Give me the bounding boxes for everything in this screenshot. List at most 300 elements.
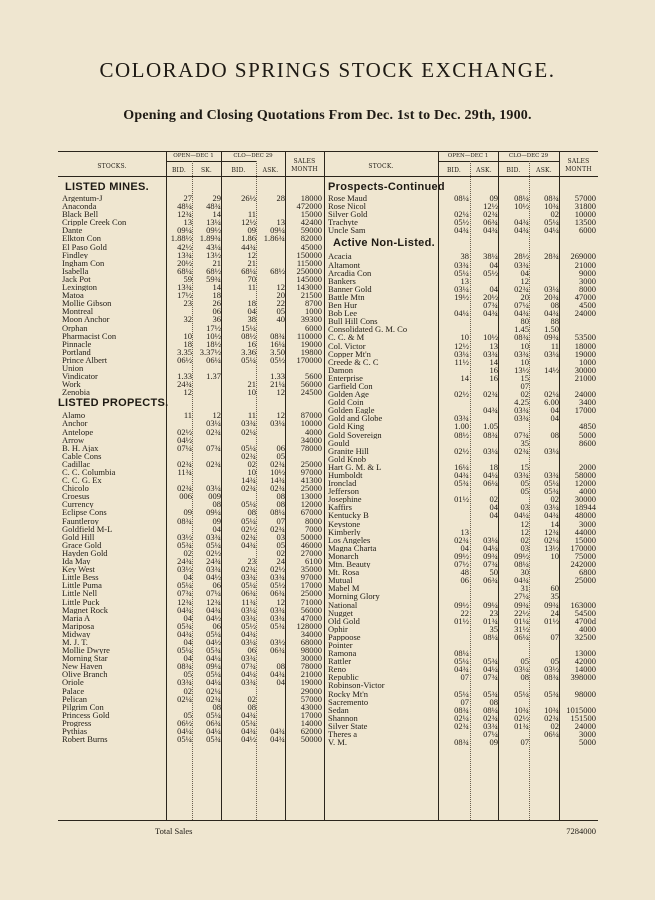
stock-name: Palace bbox=[62, 686, 85, 695]
stock-name: Little Puma bbox=[62, 581, 102, 590]
close-bid: 04¼ bbox=[241, 670, 256, 679]
close-ask: 02 bbox=[550, 495, 559, 504]
sales-month: 43000 bbox=[300, 702, 322, 711]
close-bid: 03¾ bbox=[514, 349, 529, 358]
stock-name: Mariposa bbox=[62, 621, 95, 630]
sales-month: 17000 bbox=[300, 581, 322, 590]
open-bid: 18 bbox=[183, 339, 192, 348]
sales-month: 19000 bbox=[300, 339, 322, 348]
header-open-right: OPEN—DEC 1 bbox=[447, 153, 489, 159]
table-row bbox=[324, 592, 598, 600]
stock-name: Ben Hur bbox=[328, 301, 358, 310]
close-ask: 02¾ bbox=[270, 484, 285, 493]
table-row bbox=[58, 541, 324, 549]
stock-name: Cable Cons bbox=[62, 451, 102, 460]
close-ask: 1.86¾ bbox=[263, 234, 285, 243]
table-row bbox=[324, 657, 598, 665]
close-ask: 02 bbox=[276, 548, 285, 558]
table-row bbox=[324, 698, 598, 706]
close-ask: 10 bbox=[550, 551, 559, 561]
open-bid: 48¼ bbox=[177, 202, 192, 211]
table-row bbox=[324, 601, 598, 609]
header-stocks: STOCKS. bbox=[97, 163, 127, 170]
stock-name: Croesus bbox=[62, 492, 90, 501]
sales-month: 12000 bbox=[300, 500, 322, 509]
table-row bbox=[324, 649, 598, 657]
close-bid: 02½ bbox=[514, 713, 529, 722]
open-bid: 17½ bbox=[177, 291, 192, 300]
close-ask: 03¼ bbox=[544, 284, 559, 293]
table-top-rule bbox=[58, 151, 598, 152]
table-row bbox=[324, 358, 598, 366]
stock-name: Isabella bbox=[62, 266, 89, 275]
stock-name: Orphan bbox=[62, 323, 88, 332]
open-bid: 08¾ bbox=[454, 738, 469, 747]
stock-name: Pharmacist Con bbox=[62, 331, 117, 340]
close-ask: 06 bbox=[276, 443, 285, 452]
table-row bbox=[58, 630, 324, 638]
stock-name: Trachyte bbox=[328, 218, 358, 227]
stock-name: Gold Hill bbox=[62, 532, 95, 541]
close-ask: 02 bbox=[550, 210, 559, 219]
close-bid: 04¾ bbox=[514, 218, 529, 227]
sales-month: 145000 bbox=[296, 274, 322, 284]
close-bid: 10¾ bbox=[514, 705, 529, 714]
close-bid: 04¾ bbox=[241, 540, 256, 549]
open-ask: 06¾ bbox=[206, 718, 221, 727]
sales-month: 30000 bbox=[300, 654, 322, 663]
stock-name: Acacia bbox=[328, 252, 352, 261]
table-row bbox=[324, 309, 598, 317]
stock-name: Chicolo bbox=[62, 484, 89, 493]
close-bid: 10 bbox=[247, 388, 256, 397]
close-ask: 10½ bbox=[270, 468, 285, 477]
close-ask: 05¼ bbox=[544, 479, 559, 488]
close-bid: 21 bbox=[247, 258, 256, 267]
close-bid: 15 bbox=[520, 373, 529, 382]
sales-month: 3400 bbox=[579, 398, 596, 407]
sales-month: 42400 bbox=[300, 218, 322, 227]
header-sales-left: SALES bbox=[293, 158, 316, 165]
close-bid: 44¾ bbox=[241, 242, 256, 251]
sales-month: 19800 bbox=[300, 347, 322, 356]
close-ask: 09¾ bbox=[544, 333, 559, 342]
header-bid-close-right: BID. bbox=[506, 167, 521, 174]
table-row bbox=[324, 301, 598, 309]
close-ask: 06¾ bbox=[270, 646, 285, 655]
open-bid: 11¾ bbox=[177, 468, 192, 477]
sales-month: 17000 bbox=[300, 710, 322, 719]
open-ask: 07¾ bbox=[483, 560, 498, 569]
open-bid: 05¾ bbox=[454, 479, 469, 488]
close-bid: 03¾ bbox=[514, 414, 529, 423]
table-row bbox=[324, 479, 598, 487]
close-bid: 05¼ bbox=[514, 689, 529, 698]
close-bid: 26½ bbox=[241, 194, 256, 203]
close-ask: 02¾ bbox=[270, 524, 285, 533]
stock-name: Progress bbox=[62, 718, 92, 727]
open-bid: 02¼ bbox=[177, 694, 192, 703]
table-row bbox=[324, 226, 598, 234]
sales-month: 68000 bbox=[300, 637, 322, 647]
open-bid: 03¾ bbox=[454, 260, 469, 269]
open-ask: 35 bbox=[489, 624, 498, 633]
stock-name: Portland bbox=[62, 347, 91, 356]
stock-name: Argentum-J bbox=[62, 194, 103, 203]
stock-name: Cripple Creek Con bbox=[62, 218, 127, 227]
sales-month: 10000 bbox=[574, 210, 596, 219]
open-ask: 14 bbox=[212, 283, 221, 292]
open-ask: 06¾ bbox=[483, 576, 498, 585]
sales-month: 14000 bbox=[574, 665, 596, 674]
open-ask: 38¼ bbox=[483, 252, 498, 261]
stock-name: Oriole bbox=[62, 678, 84, 687]
close-ask: 28¾ bbox=[544, 252, 559, 261]
open-ask: 06¾ bbox=[483, 218, 498, 227]
close-bid: 14¾ bbox=[241, 476, 256, 485]
stock-name: Gold King bbox=[328, 422, 365, 431]
open-ask: 01¾ bbox=[483, 616, 498, 625]
sales-month: 57000 bbox=[300, 694, 322, 703]
open-bid: 02¼ bbox=[454, 210, 469, 219]
close-ask: 08 bbox=[276, 500, 285, 509]
close-ask: 08¾ bbox=[270, 331, 285, 340]
stock-name: Altamont bbox=[328, 260, 361, 269]
open-ask: 04 bbox=[489, 284, 498, 293]
table-row bbox=[324, 325, 598, 333]
open-bid: 11½ bbox=[454, 357, 469, 366]
open-ask: 05¼ bbox=[206, 540, 221, 549]
close-ask: 05½ bbox=[270, 355, 285, 364]
close-ask: 12 bbox=[276, 388, 285, 397]
open-bid: 02¾ bbox=[177, 459, 192, 468]
table-row bbox=[58, 711, 324, 719]
close-bid: 22½ bbox=[514, 608, 529, 617]
open-bid: 01½ bbox=[454, 495, 469, 504]
close-ask: 08 bbox=[276, 662, 285, 671]
sales-month: 6000 bbox=[305, 323, 322, 332]
sales-month: 6800 bbox=[579, 568, 596, 577]
close-bid: 02¾ bbox=[514, 446, 529, 455]
sales-month: 8000 bbox=[305, 516, 322, 525]
table-row bbox=[324, 293, 598, 301]
close-bid: 15 bbox=[520, 462, 529, 471]
open-bid: 06 bbox=[460, 576, 469, 585]
table-row bbox=[58, 234, 324, 242]
sales-month: 30000 bbox=[574, 495, 596, 504]
sales-month: 25000 bbox=[574, 576, 596, 585]
open-bid: 05¼ bbox=[177, 581, 192, 590]
close-bid: 02¾ bbox=[241, 484, 256, 493]
close-ask: 05 bbox=[276, 307, 285, 316]
close-ask: 08¾ bbox=[544, 194, 559, 203]
open-ask: 09¾ bbox=[483, 551, 498, 561]
sales-month: 59000 bbox=[300, 226, 322, 235]
close-bid: 05¼ bbox=[241, 581, 256, 590]
stock-name: Cadillac bbox=[62, 459, 91, 468]
stock-name: Lexington bbox=[62, 283, 97, 292]
open-bid: 12¾ bbox=[177, 597, 192, 606]
table-row bbox=[58, 703, 324, 711]
sales-month: 1000 bbox=[305, 307, 322, 316]
close-bid: 02 bbox=[520, 390, 529, 399]
close-ask: 20 bbox=[276, 291, 285, 300]
sales-month: 472000 bbox=[296, 202, 322, 211]
sales-month: 5600 bbox=[305, 372, 322, 381]
table-row bbox=[324, 431, 598, 439]
table-row bbox=[324, 210, 598, 218]
stock-name: Mt. Rosa bbox=[328, 568, 360, 577]
table-row bbox=[58, 436, 324, 444]
table-row bbox=[58, 348, 324, 356]
sales-month: 42000 bbox=[574, 657, 596, 666]
sales-month: 1015000 bbox=[566, 705, 596, 714]
open-ask: 02 bbox=[489, 495, 498, 504]
table-row bbox=[58, 622, 324, 630]
stock-name: Ramona bbox=[328, 649, 357, 658]
open-bid: 05 bbox=[183, 670, 192, 679]
open-bid: 13¾ bbox=[177, 283, 192, 292]
table-row bbox=[324, 382, 598, 390]
table-row bbox=[58, 315, 324, 323]
table-row bbox=[58, 372, 324, 380]
open-bid: 05¾ bbox=[177, 540, 192, 549]
open-bid: 02½ bbox=[454, 446, 469, 455]
close-bid: 07 bbox=[520, 381, 529, 391]
header-close-right: CLO—DEC 29 bbox=[508, 153, 549, 159]
open-ask: 13 bbox=[489, 341, 498, 350]
table-row bbox=[58, 444, 324, 452]
open-ask: 04 bbox=[489, 260, 498, 269]
sales-month: 13500 bbox=[574, 218, 596, 227]
stock-name: Monarch bbox=[328, 551, 359, 561]
sales-month: 151500 bbox=[570, 713, 596, 722]
header-bid-open-left: BID. bbox=[171, 167, 187, 174]
stock-name: Work bbox=[62, 380, 81, 389]
table-row bbox=[58, 695, 324, 703]
sales-month: 24500 bbox=[300, 388, 322, 397]
table-row bbox=[324, 690, 598, 698]
stock-name: Hart G. M. & L bbox=[328, 462, 382, 471]
open-ask: 03¾ bbox=[483, 349, 498, 358]
open-bid: 04¾ bbox=[454, 471, 469, 480]
close-bid: 04 bbox=[247, 307, 256, 316]
stock-name: Battle Mtn bbox=[328, 292, 365, 302]
open-bid: 03½ bbox=[177, 565, 192, 574]
table-row bbox=[324, 455, 598, 463]
open-bid: 05¼ bbox=[454, 689, 469, 698]
close-bid: 04¾ bbox=[241, 710, 256, 719]
table-row bbox=[58, 598, 324, 606]
close-ask: 02¼ bbox=[544, 390, 559, 399]
open-bid: 13¾ bbox=[177, 250, 192, 259]
open-ask: 59¾ bbox=[206, 274, 221, 284]
table-row bbox=[324, 503, 598, 511]
open-bid: 59 bbox=[183, 274, 192, 284]
close-bid: 08 bbox=[247, 508, 256, 517]
close-ask: 05¾ bbox=[270, 621, 285, 630]
close-bid: 35 bbox=[520, 438, 529, 447]
open-ask: 68½ bbox=[206, 266, 221, 275]
table-row bbox=[58, 484, 324, 492]
open-ask: 16 bbox=[489, 365, 498, 374]
close-bid: 10 bbox=[520, 341, 529, 350]
table-row bbox=[324, 202, 598, 210]
open-bid: 16¼ bbox=[454, 462, 469, 471]
open-ask: 06¼ bbox=[483, 479, 498, 488]
table-row bbox=[58, 517, 324, 525]
open-bid: 04 bbox=[183, 573, 192, 582]
open-bid: 06½ bbox=[177, 718, 192, 727]
open-ask: 06¼ bbox=[206, 355, 221, 364]
header-stock: STOCK. bbox=[368, 163, 394, 170]
stock-name: Morning Glory bbox=[328, 592, 380, 601]
open-bid: 02¾ bbox=[177, 484, 192, 493]
close-ask: 10¾ bbox=[544, 202, 559, 211]
open-ask: 09¼ bbox=[206, 508, 221, 517]
stock-name: Bankers bbox=[328, 276, 356, 285]
open-ask: 07¼ bbox=[206, 589, 221, 598]
stock-name: Kaffirs bbox=[328, 503, 352, 512]
sales-month: 13000 bbox=[300, 492, 322, 501]
open-bid: 08¾ bbox=[454, 705, 469, 714]
close-bid: 02¾ bbox=[241, 532, 256, 541]
stock-name: Gold Knob bbox=[328, 454, 367, 463]
sales-month: 3000 bbox=[579, 519, 596, 528]
table-row bbox=[58, 267, 324, 275]
stock-name: Uncle Sam bbox=[328, 226, 366, 235]
sales-month: 15000 bbox=[300, 210, 322, 219]
table-row bbox=[324, 277, 598, 285]
sales-month: 269000 bbox=[570, 252, 596, 261]
sales-month: 5000 bbox=[579, 738, 596, 747]
left-group-rule bbox=[166, 161, 256, 162]
stock-name: Col. Victor bbox=[328, 341, 366, 350]
table-row bbox=[58, 275, 324, 283]
sales-month: 25000 bbox=[300, 459, 322, 468]
sales-month: 115000 bbox=[296, 258, 322, 267]
open-bid: 07¾ bbox=[177, 589, 192, 598]
sales-month: 47000 bbox=[300, 613, 322, 622]
close-ask: 11 bbox=[550, 341, 559, 350]
table-row bbox=[58, 654, 324, 662]
sales-month: 25000 bbox=[300, 589, 322, 598]
close-bid: 10 bbox=[520, 357, 529, 366]
table-row bbox=[324, 471, 598, 479]
open-bid: 1.33 bbox=[177, 372, 192, 381]
close-ask: 88 bbox=[550, 317, 559, 326]
open-ask: 36 bbox=[212, 315, 221, 324]
open-ask: 03¼ bbox=[206, 484, 221, 493]
stock-name: Mollie Gibson bbox=[62, 299, 112, 308]
stock-name: Pappoose bbox=[328, 632, 361, 641]
open-ask: 26 bbox=[212, 299, 221, 308]
close-bid: 27¼ bbox=[514, 592, 529, 601]
close-bid: 08½ bbox=[241, 331, 256, 340]
close-bid: 02¾ bbox=[241, 565, 256, 574]
header-bid-open-right: BID. bbox=[446, 167, 462, 174]
sales-month: 53500 bbox=[574, 333, 596, 342]
close-ask: 16¼ bbox=[270, 339, 285, 348]
open-bid: 19½ bbox=[454, 292, 469, 302]
stock-name: Banner Gold bbox=[328, 284, 372, 293]
close-ask: 02¾ bbox=[544, 713, 559, 722]
sales-month: 18000 bbox=[300, 194, 322, 203]
open-bid: 11 bbox=[183, 411, 192, 420]
close-bid: 04½ bbox=[241, 735, 256, 744]
table-row bbox=[58, 218, 324, 226]
open-ask: 04¾ bbox=[483, 309, 498, 318]
open-ask: 12¾ bbox=[206, 597, 221, 606]
close-ask: 07 bbox=[276, 516, 285, 525]
close-ask: 68½ bbox=[270, 266, 285, 275]
open-ask: 05¾ bbox=[206, 735, 221, 744]
sales-month: 25000 bbox=[300, 484, 322, 493]
open-bid: 09½ bbox=[454, 600, 469, 609]
stock-name: Ingham Con bbox=[62, 258, 105, 267]
table-bottom-rule bbox=[58, 820, 598, 821]
open-bid: 24¾ bbox=[177, 380, 192, 389]
sales-month: 24000 bbox=[574, 309, 596, 318]
table-row bbox=[324, 738, 598, 746]
table-row bbox=[324, 552, 598, 560]
open-ask: 05¾ bbox=[206, 646, 221, 655]
sales-month: 4000 bbox=[579, 624, 596, 633]
open-bid: 02¾ bbox=[454, 535, 469, 544]
table-row bbox=[58, 226, 324, 234]
table-row bbox=[58, 468, 324, 476]
sales-month: 87000 bbox=[300, 411, 322, 420]
stock-name: Currency bbox=[62, 500, 94, 509]
close-ask: 08¼ bbox=[270, 508, 285, 517]
stock-name: Olive Branch bbox=[62, 670, 108, 679]
open-ask: 09½ bbox=[206, 226, 221, 235]
close-ask: 04 bbox=[276, 678, 285, 687]
open-bid: 08½ bbox=[454, 430, 469, 439]
sales-month: 31800 bbox=[574, 202, 596, 211]
close-bid: 02½ bbox=[241, 524, 256, 533]
open-bid: 07 bbox=[460, 673, 469, 682]
open-bid: 14 bbox=[460, 373, 469, 382]
sales-month: 128000 bbox=[296, 621, 322, 630]
open-ask: 04½ bbox=[206, 613, 221, 622]
section-listed-mines: LISTED MINES. bbox=[65, 181, 149, 193]
close-bid: 08¼ bbox=[514, 560, 529, 569]
table-row bbox=[324, 625, 598, 633]
close-ask: 03¾ bbox=[270, 605, 285, 614]
stock-name: Moon Anchor bbox=[62, 315, 110, 324]
open-ask: 21 bbox=[212, 258, 221, 267]
close-ask: 03½ bbox=[544, 665, 559, 674]
open-bid: 02½ bbox=[454, 390, 469, 399]
open-ask: 13½ bbox=[206, 250, 221, 259]
table-row bbox=[324, 366, 598, 374]
table-row bbox=[58, 307, 324, 315]
close-bid: 18 bbox=[247, 299, 256, 308]
close-ask: 1.33 bbox=[270, 372, 285, 381]
open-ask: 17½ bbox=[206, 323, 221, 332]
close-bid: 03¾ bbox=[241, 654, 256, 663]
sales-month: 2000 bbox=[579, 462, 596, 471]
open-ask: 18 bbox=[489, 462, 498, 471]
close-bid: 31½ bbox=[514, 624, 529, 633]
open-bid: 12½ bbox=[454, 341, 469, 350]
close-bid: 38 bbox=[247, 315, 256, 324]
close-ask: 05¾ bbox=[544, 487, 559, 496]
close-bid: 07 bbox=[520, 738, 529, 747]
close-bid: 1.45 bbox=[514, 325, 529, 334]
open-ask: 04¾ bbox=[483, 226, 498, 235]
